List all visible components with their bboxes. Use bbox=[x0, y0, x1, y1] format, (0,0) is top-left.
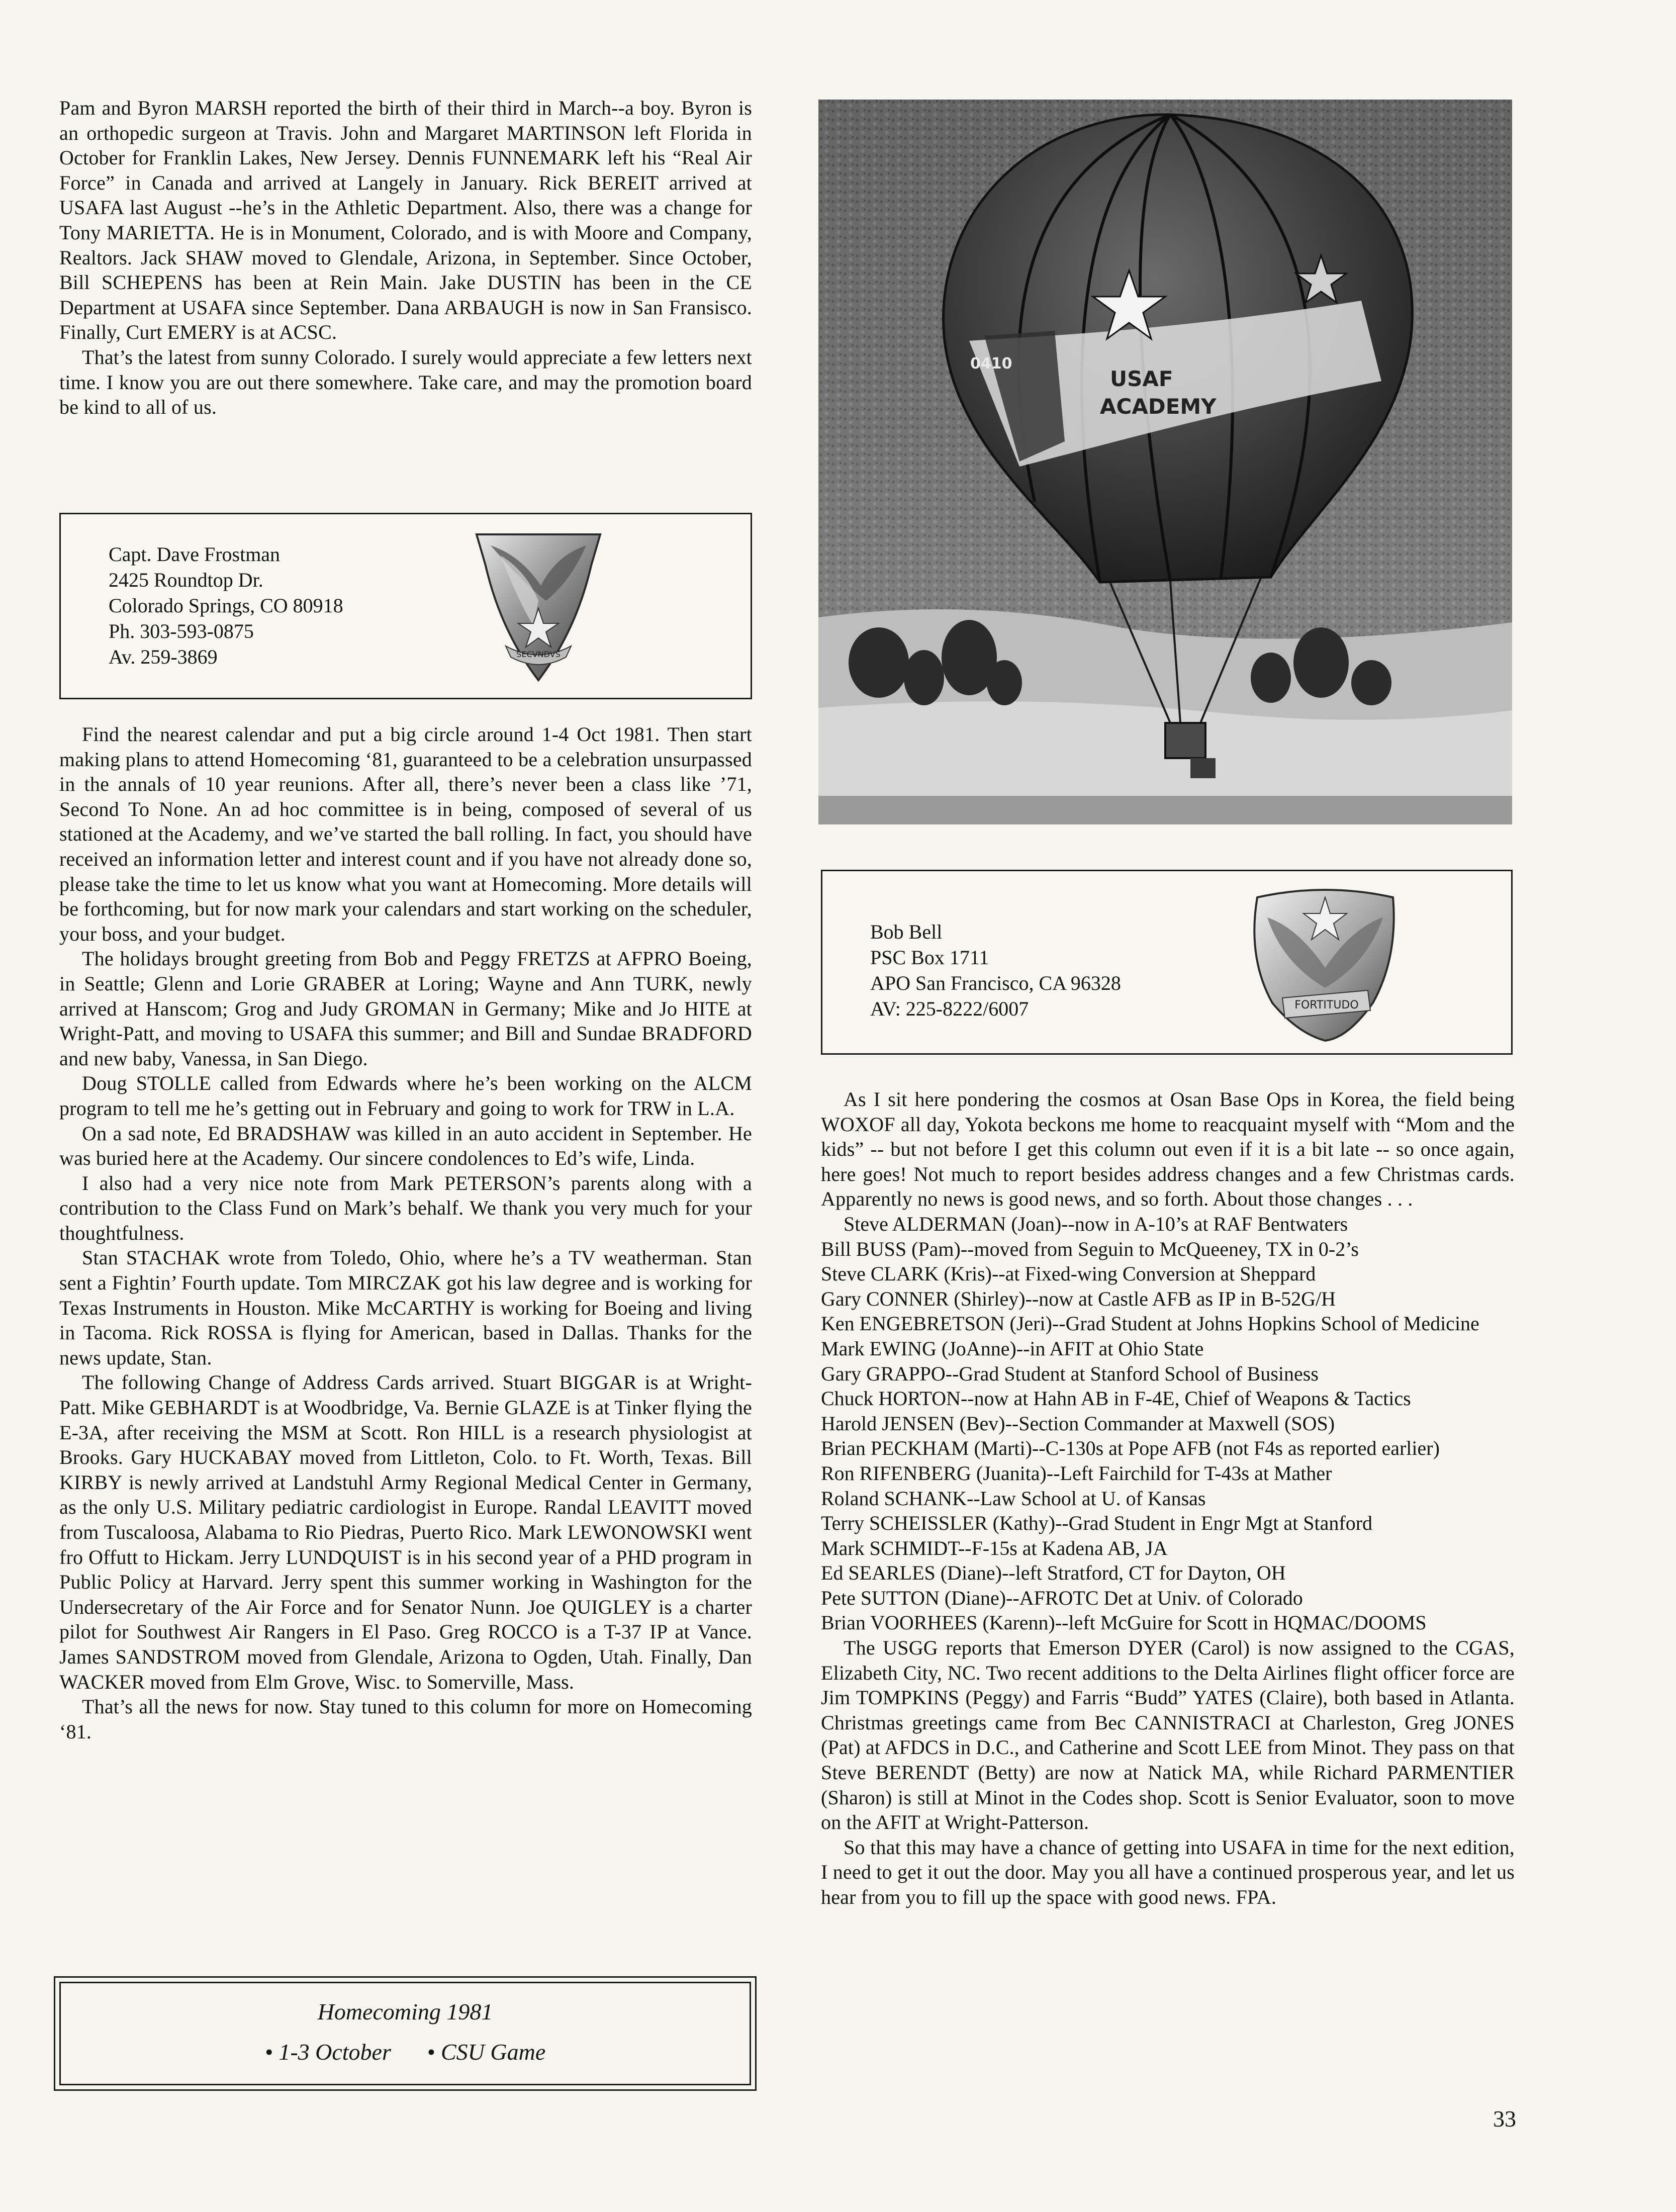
right-column bbox=[821, 1087, 1515, 1910]
list-item: Roland SCHANK--Law School at U. of Kansas bbox=[821, 1487, 1206, 1510]
article-paragraph: That’s all the news for now. Stay tuned to this column for more on Homecoming ‘81. bbox=[59, 1695, 752, 1743]
article-paragraph: Find the nearest calendar and put a big circle around 1-4 Oct 1981. Then start making plans to attend Homecoming ‘81, guaranteed to be a celebration unsurpassed in the annals of 10 year reunions. After all, there’s never been a class like ’71, Second To None. An ad hoc committee is in being, composed of several of us stationed at the Academy, and we’ve started the ball rolling. In fact, you should have received an information letter and interest count and if you have not already done so, please take the time to let us know what you want at Homecoming. More details will be forthcoming, but for now mark your calendars and start working on the scheduler, your boss, and your budget. bbox=[59, 723, 752, 945]
article-paragraph: The holidays brought greeting from Bob and Peggy FRETZS at AFPRO Boeing, in Seattle; Glenn and Lorie GRABER at Loring; Wayne and Ann TURK, newly arrived at Hanscom; Grog and Judy GROMAN in Germany; Mike and Jo HITE at Wright-Patt, and moving to USAFA this summer; and Bill and Sundae BRADFORD and new baby, Vanessa, in San Diego. bbox=[59, 947, 752, 1070]
address-lines bbox=[109, 541, 343, 670]
address-lines bbox=[870, 919, 1121, 1022]
article-paragraph: On a sad note, Ed BRADSHAW was killed in an auto accident in September. He was buried here at the Academy. Our sincere condolences to Ed’s wife, Linda. bbox=[59, 1122, 752, 1170]
address-line: APO San Francisco, CA 96328 bbox=[870, 972, 1121, 994]
article-paragraph: The following Change of Address Cards arrived. Stuart BIGGAR is at Wright-Patt. Mike GEBHARDT is at Woodbridge, Va. Bernie GLAZE is at Tinker flying the E-3A, after receiving the MSM at Scott. Ron HILL is a research physiologist at Brooks. Gary HUCKABAY moved from Littleton, Colo. to Ft. Worth, Texas. Bill KIRBY is newly arrived at Landstuhl Army Regional Medical Center in Germany, as the only U.S. Military pediatric cardiologist in Europe. Randal LEAVITT moved from Tuscaloosa, Alabama to Rio Piedras, Puerto Rico. Mark LEWONOWSKI went fro Offutt to Hickam. Jerry LUNDQUIST is in his second year of a PHD program in Public Policy at Harvard. Jerry spent this summer working in Washington for the Undersecretary of the Air Force and for Senator Nunn. Joe QUIGLEY is a charter pilot for Southwest Air Rangers in El Paso. Greg ROCCO is a T-37 IP at Vance. James SANDSTROM moved from Glendale, Arizona to Ogden, Utah. Finally, Dan WACKER moved from Elm Grove, Wisc. to Somerville, Mass. bbox=[59, 1371, 752, 1693]
class-crest-icon bbox=[471, 525, 606, 686]
list-item: Brian PECKHAM (Marti)--C-130s at Pope AFB (not F4s as reported earlier) bbox=[821, 1437, 1440, 1460]
article-paragraph: The USGG reports that Emerson DYER (Carol) is now assigned to the CGAS, Elizabeth City, NC. Two recent additions to the Delta Airlines flight officer force are Jim TOMPKINS (Peggy) and Farris “Budd” YATES (Claire), both based in Atlanta. Christmas greetings came from Bec CANNISTRACI at Charleston, Greg JONES (Pat) at AFDCS in D.C., and Catherine and Scott LEE from Minot. They pass on that Steve BERENDT (Betty) are now at Natick MA, while Richard PARMENTIER (Sharon) is still at Minot in the Codes shop. Scott is Senior Evaluator, soon to move on the AFIT at Wright-Patterson. bbox=[821, 1636, 1515, 1834]
list-item: Mark SCHMIDT--F-15s at Kadena AB, JA bbox=[821, 1536, 1168, 1559]
article-paragraph: Doug STOLLE called from Edwards where he’s been working on the ALCM program to tell me he’s getting out in February and going to work for TRW in L.A. bbox=[59, 1072, 752, 1120]
list-item: Brian VOORHEES (Karenn)--left McGuire for Scott in HQMAC/DOOMS bbox=[821, 1611, 1427, 1634]
address-line: Colorado Springs, CO 80918 bbox=[109, 594, 343, 617]
article-paragraph: As I sit here pondering the cosmos at Osan Base Ops in Korea, the field being WOXOF all day, Yokota beckons me home to reacquaint myself with “Mom and the kids” -- but not before I get this column out even if it is a bit late -- so once again, here goes! Not much to report besides address changes and a few Christmas cards. Apparently no news is good news, and so forth. About those changes . . . bbox=[821, 1088, 1515, 1211]
list-item: Harold JENSEN (Bev)--Section Commander at Maxwell (SOS) bbox=[821, 1412, 1335, 1435]
address-line: 2425 Roundtop Dr. bbox=[109, 569, 263, 591]
svg-text:SECVNDVS: SECVNDVS bbox=[516, 650, 561, 659]
homecoming-details bbox=[61, 2039, 750, 2065]
article-paragraph: I also had a very nice note from Mark PETERSON’s parents along with a contribution to the Class Fund on Mark’s behalf. We thank you very much for your thoughtfulness. bbox=[59, 1171, 752, 1244]
correspondent-address-box bbox=[821, 870, 1513, 1055]
article-paragraph: So that this may have a chance of getting into USAFA in time for the next edition, I need to get it out the door. May you all have a continued prosperous year, and let us hear from you to fill up the space with good news. FPA. bbox=[821, 1835, 1515, 1908]
homecoming-box bbox=[59, 1982, 751, 2085]
address-line: Av. 259-3869 bbox=[109, 646, 218, 668]
left-column-main bbox=[59, 722, 752, 1744]
class-crest-icon bbox=[1247, 882, 1403, 1043]
correspondent-address-box bbox=[59, 513, 752, 699]
list-item: Gary GRAPPO--Grad Student at Stanford School of Business bbox=[821, 1362, 1319, 1385]
homecoming-game: • CSU Game bbox=[427, 2039, 546, 2065]
address-line: Bob Bell bbox=[870, 920, 943, 943]
list-item: Pete SUTTON (Diane)--AFROTC Det at Univ. of Colorado bbox=[821, 1586, 1303, 1609]
homecoming-date: • 1-3 October bbox=[264, 2039, 391, 2065]
list-item: Gary CONNER (Shirley)--now at Castle AFB as IP in B-52G/H bbox=[821, 1287, 1336, 1310]
article-paragraph: That’s the latest from sunny Colorado. I surely would appreciate a few letters next time. I know you are out there somewhere. Take care, and may the promotion board be kind to all of us. bbox=[59, 345, 752, 419]
address-line: AV: 225-8222/6007 bbox=[870, 997, 1029, 1020]
address-line: PSC Box 1711 bbox=[870, 946, 989, 969]
balloon-text-usaf: USAF bbox=[1110, 366, 1173, 391]
homecoming-title: Homecoming 1981 bbox=[317, 1999, 493, 2024]
article-paragraph: Stan STACHAK wrote from Toledo, Ohio, where he’s a TV weatherman. Stan sent a Fightin’ Fourth update. Tom MIRCZAK got his law degree and is working for Texas Instruments in Houston. Mike McCARTHY is working for Boeing and living in Tacoma. Rick ROSSA is flying for American, based in Dallas. Thanks for the news update, Stan. bbox=[59, 1246, 752, 1369]
balloon-tail-number: 0410 bbox=[970, 355, 1012, 373]
list-item: Steve CLARK (Kris)--at Fixed-wing Conversion at Sheppard bbox=[821, 1262, 1316, 1285]
list-item: Steve ALDERMAN (Joan)--now in A-10’s at RAF Bentwaters bbox=[844, 1212, 1348, 1235]
page-number: 33 bbox=[1493, 2106, 1516, 2132]
balloon-text-academy: ACADEMY bbox=[1100, 394, 1217, 419]
list-item: Mark EWING (JoAnne)--in AFIT at Ohio State bbox=[821, 1337, 1204, 1360]
list-item: Terry SCHEISSLER (Kathy)--Grad Student in Engr Mgt at Stanford bbox=[821, 1512, 1373, 1535]
address-line: Ph. 303-593-0875 bbox=[109, 620, 254, 642]
list-item: Ed SEARLES (Diane)--left Stratford, CT for Dayton, OH bbox=[821, 1561, 1286, 1585]
address-change-list bbox=[821, 1212, 1515, 1635]
left-column bbox=[59, 96, 752, 420]
list-item: Ken ENGEBRETSON (Jeri)--Grad Student at Johns Hopkins School of Medicine bbox=[821, 1312, 1479, 1335]
hot-air-balloon-photo bbox=[818, 100, 1512, 824]
list-item: Chuck HORTON--now at Hahn AB in F-4E, Chief of Weapons & Tactics bbox=[821, 1387, 1411, 1410]
svg-text:FORTITUDO: FORTITUDO bbox=[1294, 999, 1359, 1011]
list-item: Bill BUSS (Pam)--moved from Seguin to McQueeney, TX in 0-2’s bbox=[821, 1237, 1359, 1260]
article-paragraph: Pam and Byron MARSH reported the birth of their third in March--a boy. Byron is an orthopedic surgeon at Travis. John and Margaret MARTINSON left Florida in October for Franklin Lakes, New Jersey. Dennis FUNNEMARK left his “Real Air Force” in Canada and arrived at Langely in January. Rick BEREIT arrived at USAFA last August --he’s in the Athletic Department. Also, there was a change for Tony MARIETTA. He is in Monument, Colorado, and is with Moore and Company, Realtors. Jack SHAW moved to Glendale, Arizona, in September. Since October, Bill SCHEPENS has been at Rein Main. Jake DUSTIN has been in the CE Department at USAFA since September. Dana ARBAUGH is now in San Fransisco. Finally, Curt EMERY is at ACSC. bbox=[59, 97, 752, 344]
address-line: Capt. Dave Frostman bbox=[109, 543, 281, 566]
list-item: Ron RIFENBERG (Juanita)--Left Fairchild for T-43s at Mather bbox=[821, 1461, 1332, 1485]
